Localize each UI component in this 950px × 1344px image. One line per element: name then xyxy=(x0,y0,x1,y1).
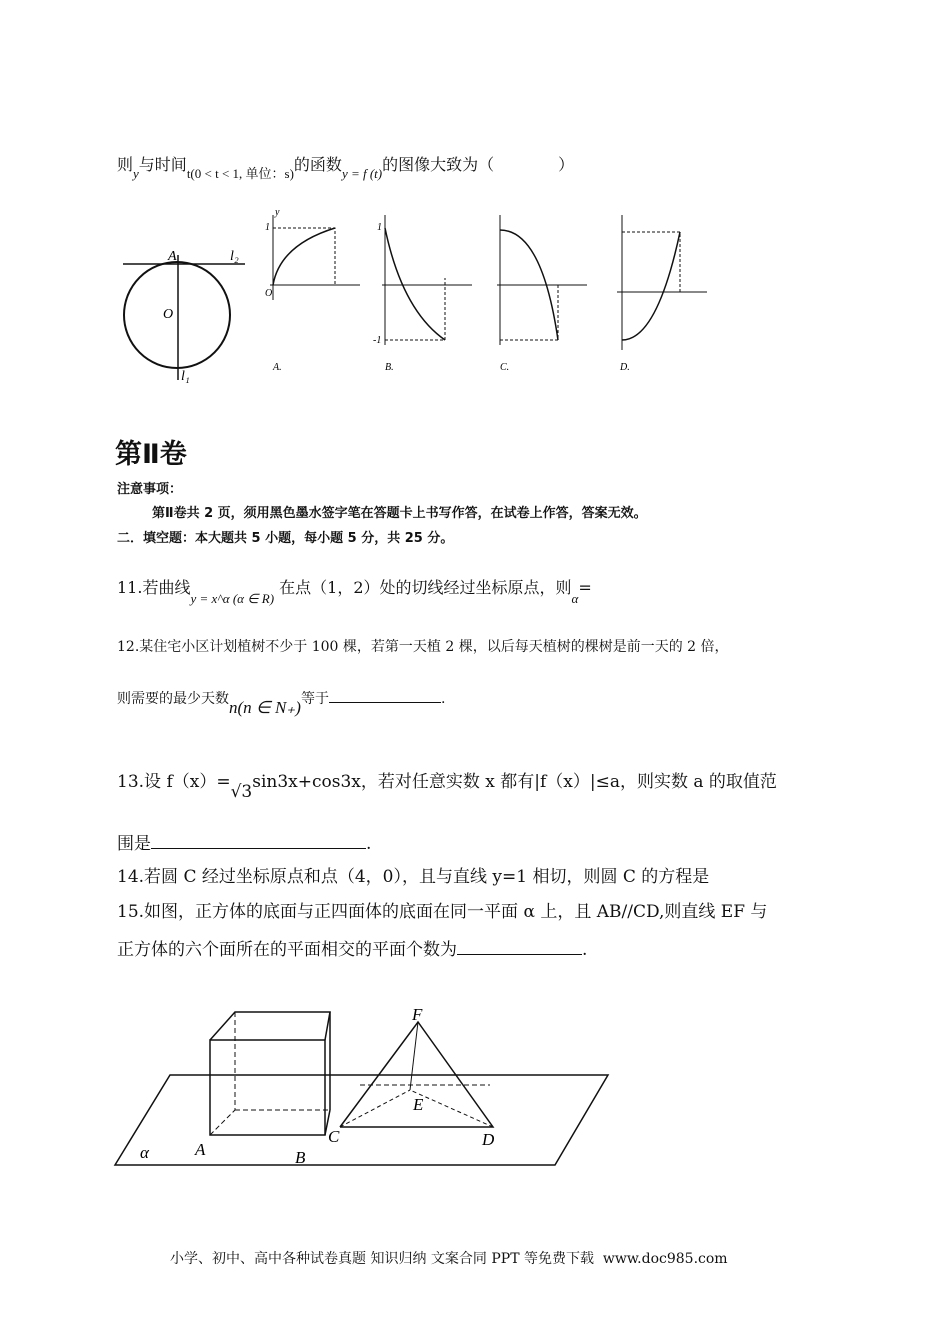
label-l1: l₁ xyxy=(181,369,190,384)
answer-blank[interactable] xyxy=(329,688,441,703)
tick: 1 xyxy=(377,222,382,233)
footer-link[interactable]: www.doc985.com xyxy=(602,1251,728,1267)
label-A: A xyxy=(168,249,177,264)
text: sin3x+cos3x，若对任意实数 x 都有|f（x）|≤a，则实数 a 的取值范 xyxy=(252,772,777,792)
text: 则 xyxy=(117,155,134,174)
text: . xyxy=(440,691,446,707)
math: √3 xyxy=(230,782,253,802)
footer-text: 小学、初中、高中各种试卷真题 知识归纳 文案合同 PPT 等免费下载 xyxy=(170,1251,594,1267)
q10-figure xyxy=(115,200,735,385)
math: n(n ∈ N₊) xyxy=(229,698,301,717)
q14: 14.若圆 C 经过坐标原点和点（4，0），且与直线 y=1 相切，则圆 C 的方程是 xyxy=(117,867,710,887)
math: y = x^α (α ∈ R) xyxy=(190,591,275,606)
q12-line1: 12.某住宅小区计划植树不少于 100 棵，若第一天植 2 棵，以后每天植树的棵树是前一天的 2 倍， xyxy=(117,639,729,655)
text: 11.若曲线 xyxy=(117,578,191,597)
text: 的图像大致为（ ） xyxy=(382,155,575,174)
text: 的函数 xyxy=(293,155,342,174)
q13-line1 xyxy=(117,767,777,802)
text: 正方体的六个面所在的平面相交的平面个数为 xyxy=(117,940,457,960)
text: 在点（1，2）处的切线经过坐标原点，则 xyxy=(279,578,572,597)
answer-blank[interactable] xyxy=(457,940,582,955)
q15-line1: 15.如图，正方体的底面与正四面体的底面在同一平面 α 上，且 AB//CD,则直线 EF 与 xyxy=(117,902,768,922)
option-D: D. xyxy=(620,362,630,373)
q10-text xyxy=(117,152,575,181)
label-B: B xyxy=(295,1148,306,1167)
footer xyxy=(170,1248,728,1268)
tick: 1 xyxy=(265,222,270,233)
graph-C xyxy=(497,215,587,373)
answer-blank[interactable] xyxy=(151,834,366,849)
label-l2: l₂ xyxy=(230,249,239,264)
notes-text: 第Ⅱ卷共 2 页，须用黑色墨水签字笔在答题卡上书写作答，在试卷上作答，答案无效。 xyxy=(152,506,647,521)
text: . xyxy=(366,834,372,854)
notes-title: 注意事项： xyxy=(117,482,183,497)
text: . xyxy=(582,940,588,960)
option-B: B. xyxy=(385,362,394,373)
text: 13.设 f（x）= xyxy=(117,772,231,792)
section-title: 第Ⅱ卷 xyxy=(115,439,187,470)
math-domain: t(0 < t < 1, 单位：s) xyxy=(186,166,294,181)
origin: O xyxy=(265,288,273,299)
label-O: O xyxy=(163,307,174,322)
tick: -1 xyxy=(373,335,382,346)
graph-D xyxy=(617,215,707,373)
label-E: E xyxy=(413,1095,424,1114)
q15-line2 xyxy=(117,935,587,960)
axis-y: y xyxy=(275,207,280,218)
text: 围是 xyxy=(117,834,151,854)
text: 则需要的最少天数 xyxy=(117,691,229,707)
label-F: F xyxy=(412,1005,423,1024)
q13-line2 xyxy=(117,829,371,854)
text: = xyxy=(578,578,592,597)
math-y: y xyxy=(133,166,139,181)
graph-A xyxy=(265,207,360,373)
math-fn: y = f (t) xyxy=(341,166,383,181)
text: 与时间 xyxy=(138,155,187,174)
q12-line2 xyxy=(117,688,446,717)
text: 等于 xyxy=(300,691,329,707)
part-heading: 二．填空题：本大题共 5 小题，每小题 5 分，共 25 分。 xyxy=(117,531,454,546)
math: α xyxy=(571,591,579,606)
graph-B xyxy=(373,215,472,373)
option-A: A. xyxy=(273,362,282,373)
label-C: C xyxy=(328,1127,340,1146)
circle-diagram xyxy=(123,249,245,384)
label-alpha: α xyxy=(140,1143,149,1162)
option-C: C. xyxy=(500,362,510,373)
q15-figure xyxy=(110,1000,610,1180)
label-A: A xyxy=(195,1140,206,1159)
label-D: D xyxy=(482,1130,495,1149)
